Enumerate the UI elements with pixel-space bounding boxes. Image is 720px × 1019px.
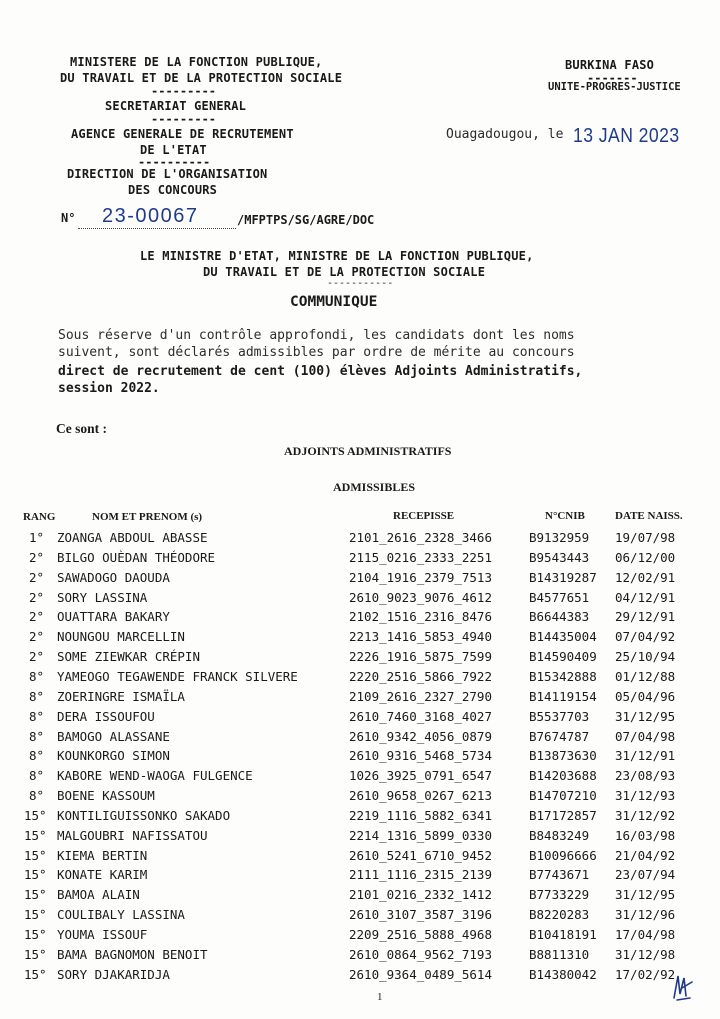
rank-cell: 15° xyxy=(24,946,47,962)
cnib-cell: B8811310 xyxy=(529,946,590,962)
table-row xyxy=(0,570,720,590)
reference-prefix: N° xyxy=(61,211,76,225)
intro-line-2: suivent, sont déclarés admissibles par ordre de mérite au concours xyxy=(58,345,575,360)
name-cell: SOME ZIEWKAR CRÉPIN xyxy=(57,649,200,665)
table-row xyxy=(0,887,720,907)
birth-date-cell: 31/12/91 xyxy=(615,748,676,764)
receipt-cell: 2226_1916_5875_7599 xyxy=(349,649,492,665)
header-separator-2: --------- xyxy=(151,112,217,126)
intro-line-1: Sous réserve d'un contrôle approfondi, les candidats dont les noms xyxy=(58,328,575,343)
birth-date-cell: 31/12/96 xyxy=(615,907,676,923)
receipt-cell: 2109_2616_2327_2790 xyxy=(349,688,492,704)
receipt-cell: 2214_1316_5899_0330 xyxy=(349,827,492,843)
table-row xyxy=(0,669,720,689)
receipt-cell: 2220_2516_5866_7922 xyxy=(349,668,492,684)
birth-date-cell: 31/12/92 xyxy=(615,807,676,823)
header-birth-date: DATE NAISS. xyxy=(615,510,683,522)
rank-cell: 15° xyxy=(24,847,47,863)
birth-date-cell: 06/12/00 xyxy=(615,549,676,565)
subsection-title: ADMISSIBLES xyxy=(333,480,416,494)
reference-suffix: /MFPTPS/SG/AGRE/DOC xyxy=(237,213,375,227)
cnib-cell: B13873630 xyxy=(529,748,597,764)
rank-cell: 2° xyxy=(29,569,45,585)
name-cell: YOUMA ISSOUF xyxy=(57,927,148,942)
table-row xyxy=(0,609,720,629)
rank-cell: 15° xyxy=(24,807,47,823)
receipt-cell: 2219_1116_5882_6341 xyxy=(349,807,492,823)
country-name: BURKINA FASO xyxy=(565,58,655,72)
table-row xyxy=(0,848,720,868)
rank-cell: 15° xyxy=(24,887,47,903)
cnib-cell: B10418191 xyxy=(529,927,597,942)
cnib-cell: B7733229 xyxy=(529,887,590,903)
table-row xyxy=(0,927,720,947)
cnib-cell: B4577651 xyxy=(529,589,590,605)
receipt-cell: 2115_0216_2333_2251 xyxy=(349,549,492,565)
table-row xyxy=(0,768,720,788)
authority-separator: ----------- xyxy=(327,278,394,289)
receipt-cell: 2102_1516_2316_8476 xyxy=(349,609,492,625)
rank-cell: 2° xyxy=(29,629,45,645)
ce-sont-label: Ce sont : xyxy=(56,421,107,436)
name-cell: ZOERINGRE ISMAÏLA xyxy=(57,688,185,704)
name-cell: BAMA BAGNOMON BENOIT xyxy=(57,946,208,962)
table-row xyxy=(0,629,720,649)
header-separator-1: --------- xyxy=(151,84,217,98)
table-row xyxy=(0,967,720,987)
section-title: ADJOINTS ADMINISTRATIFS xyxy=(284,444,452,458)
cnib-cell: B8483249 xyxy=(529,827,590,843)
name-cell: KIEMA BERTIN xyxy=(57,847,148,863)
birth-date-cell: 23/07/94 xyxy=(615,867,676,883)
rank-cell: 2° xyxy=(29,609,45,625)
name-cell: SORY LASSINA xyxy=(57,589,148,605)
place-label: Ouagadougou, le xyxy=(446,127,564,142)
cnib-cell: B14203688 xyxy=(529,768,597,784)
cnib-cell: B14435004 xyxy=(529,629,597,645)
name-cell: MALGOUBRI NAFISSATOU xyxy=(57,827,208,843)
birth-date-cell: 23/08/93 xyxy=(615,768,676,784)
name-cell: ZOANGA ABDOUL ABASSE xyxy=(57,530,208,545)
cnib-cell: B14590409 xyxy=(529,649,597,665)
cnib-cell: B7674787 xyxy=(529,728,590,744)
reference-underline xyxy=(78,228,236,229)
cnib-cell: B10096666 xyxy=(529,847,597,863)
rank-cell: 15° xyxy=(24,907,47,923)
rank-cell: 8° xyxy=(29,768,45,784)
rank-cell: 8° xyxy=(29,668,45,684)
receipt-cell: 2610_3107_3587_3196 xyxy=(349,907,492,923)
name-cell: YAMEOGO TEGAWENDE FRANCK SILVERE xyxy=(57,668,298,684)
authority-line-1: LE MINISTRE D'ETAT, MINISTRE DE LA FONCTION PUBLIQUE, xyxy=(140,249,534,263)
rank-cell: 15° xyxy=(24,927,47,942)
name-cell: BOENE KASSOUM xyxy=(57,788,155,804)
name-cell: KABORE WEND-WAOGA FULGENCE xyxy=(57,768,253,784)
cnib-cell: B14119154 xyxy=(529,688,597,704)
cnib-cell: B6644383 xyxy=(529,609,590,625)
birth-date-cell: 17/02/92 xyxy=(615,966,676,982)
header-rank: RANG xyxy=(23,511,56,523)
cnib-cell: B15342888 xyxy=(529,668,597,684)
communique-title: COMMUNIQUE xyxy=(290,294,378,310)
national-motto: UNITE-PROGRES-JUSTICE xyxy=(548,81,681,93)
receipt-cell: 2209_2516_5888_4968 xyxy=(349,927,492,942)
name-cell: COULIBALY LASSINA xyxy=(57,907,185,923)
birth-date-cell: 12/02/91 xyxy=(615,569,676,585)
name-cell: KONTILIGUISSONKO SAKADO xyxy=(57,807,231,823)
birth-date-cell: 19/07/98 xyxy=(615,530,676,545)
table-row xyxy=(0,590,720,610)
intro-line-3: direct de recrutement de cent (100) élèves Adjoints Administratifs, xyxy=(58,364,583,379)
secretariat-general: SECRETARIAT GENERAL xyxy=(105,99,247,113)
birth-date-cell: 01/12/88 xyxy=(615,668,676,684)
table-row xyxy=(0,689,720,709)
table-row xyxy=(0,947,720,967)
birth-date-cell: 29/12/91 xyxy=(615,609,676,625)
agency-line-2: DE L'ETAT xyxy=(140,143,207,157)
birth-date-cell: 25/10/94 xyxy=(615,649,676,665)
country-separator: ------- xyxy=(587,71,638,85)
birth-date-cell: 31/12/93 xyxy=(615,788,676,804)
cnib-cell: B14319287 xyxy=(529,569,597,585)
date-stamp: 13 JAN 2023 xyxy=(573,125,680,147)
rank-cell: 1° xyxy=(29,530,45,545)
name-cell: SORY DJAKARIDJA xyxy=(57,966,170,982)
receipt-cell: 2610_9342_4056_0879 xyxy=(349,728,492,744)
cnib-cell: B14707210 xyxy=(529,788,597,804)
birth-date-cell: 16/03/98 xyxy=(615,827,676,843)
receipt-cell: 2101_0216_2332_1412 xyxy=(349,887,492,903)
birth-date-cell: 31/12/95 xyxy=(615,887,676,903)
direction-line-2: DES CONCOURS xyxy=(128,183,218,197)
birth-date-cell: 21/04/92 xyxy=(615,847,676,863)
birth-date-cell: 07/04/92 xyxy=(615,629,676,645)
rank-cell: 15° xyxy=(24,827,47,843)
agency-line-1: AGENCE GENERALE DE RECRUTEMENT xyxy=(71,127,294,141)
ministry-line-1: MINISTERE DE LA FONCTION PUBLIQUE, xyxy=(70,55,323,69)
table-row xyxy=(0,907,720,927)
header-separator-3: ---------- xyxy=(138,155,211,169)
name-cell: BILGO OUÈDAN THÉODORE xyxy=(57,549,216,565)
receipt-cell: 2610_9658_0267_6213 xyxy=(349,788,492,804)
header-cnib: N°CNIB xyxy=(545,510,585,522)
name-cell: OUATTARA BAKARY xyxy=(57,609,170,625)
receipt-cell: 2610_9023_9076_4612 xyxy=(349,589,492,605)
name-cell: BAMOGO ALASSANE xyxy=(57,728,170,744)
rank-cell: 8° xyxy=(29,688,45,704)
table-row xyxy=(0,867,720,887)
receipt-cell: 2111_1116_2315_2139 xyxy=(349,867,492,883)
birth-date-cell: 31/12/95 xyxy=(615,708,676,724)
name-cell: DERA ISSOUFOU xyxy=(57,708,155,724)
table-row xyxy=(0,748,720,768)
header-receipt: RECEPISSE xyxy=(393,510,455,522)
table-row xyxy=(0,808,720,828)
rank-cell: 8° xyxy=(29,748,45,764)
cnib-cell: B9132959 xyxy=(529,530,590,545)
receipt-cell: 2104_1916_2379_7513 xyxy=(349,569,492,585)
birth-date-cell: 07/04/98 xyxy=(615,728,676,744)
name-cell: NOUNGOU MARCELLIN xyxy=(57,629,185,645)
cnib-cell: B17172857 xyxy=(529,807,597,823)
table-row xyxy=(0,649,720,669)
table-row xyxy=(0,788,720,808)
receipt-cell: 2101_2616_2328_3466 xyxy=(349,530,492,545)
receipt-cell: 2610_5241_6710_9452 xyxy=(349,847,492,863)
rank-cell: 2° xyxy=(29,549,45,565)
rank-cell: 8° xyxy=(29,728,45,744)
rank-cell: 15° xyxy=(24,966,47,982)
reference-number: 23-00067 xyxy=(102,205,199,227)
cnib-cell: B9543443 xyxy=(529,549,590,565)
authority-line-2: DU TRAVAIL ET DE LA PROTECTION SOCIALE xyxy=(203,265,486,279)
intro-line-4: session 2022. xyxy=(58,381,160,396)
table-row xyxy=(0,709,720,729)
table-row xyxy=(0,530,720,550)
rank-cell: 2° xyxy=(29,589,45,605)
receipt-cell: 2610_9364_0489_5614 xyxy=(349,966,492,982)
direction-line-1: DIRECTION DE L'ORGANISATION xyxy=(67,167,268,181)
ministry-line-2: DU TRAVAIL ET DE LA PROTECTION SOCIALE xyxy=(60,71,343,85)
rank-cell: 15° xyxy=(24,867,47,883)
table-row xyxy=(0,550,720,570)
rank-cell: 8° xyxy=(29,788,45,804)
birth-date-cell: 05/04/96 xyxy=(615,688,676,704)
rank-cell: 8° xyxy=(29,708,45,724)
name-cell: KONATE KARIM xyxy=(57,867,148,883)
header-name: NOM ET PRENOM (s) xyxy=(92,511,203,523)
receipt-cell: 2610_9316_5468_5734 xyxy=(349,748,492,764)
cnib-cell: B14380042 xyxy=(529,966,597,982)
table-row xyxy=(0,828,720,848)
name-cell: KOUNKORGO SIMON xyxy=(57,748,170,764)
receipt-cell: 2213_1416_5853_4940 xyxy=(349,629,492,645)
initials-signature xyxy=(668,968,696,1004)
birth-date-cell: 04/12/91 xyxy=(615,589,676,605)
page-number: 1 xyxy=(377,991,383,1003)
cnib-cell: B8220283 xyxy=(529,907,590,923)
receipt-cell: 2610_7460_3168_4027 xyxy=(349,708,492,724)
cnib-cell: B5537703 xyxy=(529,708,590,724)
table-row xyxy=(0,729,720,749)
name-cell: BAMOA ALAIN xyxy=(57,887,140,903)
receipt-cell: 1026_3925_0791_6547 xyxy=(349,768,492,784)
name-cell: SAWADOGO DAOUDA xyxy=(57,569,170,585)
receipt-cell: 2610_0864_9562_7193 xyxy=(349,946,492,962)
cnib-cell: B7743671 xyxy=(529,867,590,883)
rank-cell: 2° xyxy=(29,649,45,665)
birth-date-cell: 17/04/98 xyxy=(615,927,676,942)
birth-date-cell: 31/12/98 xyxy=(615,946,676,962)
